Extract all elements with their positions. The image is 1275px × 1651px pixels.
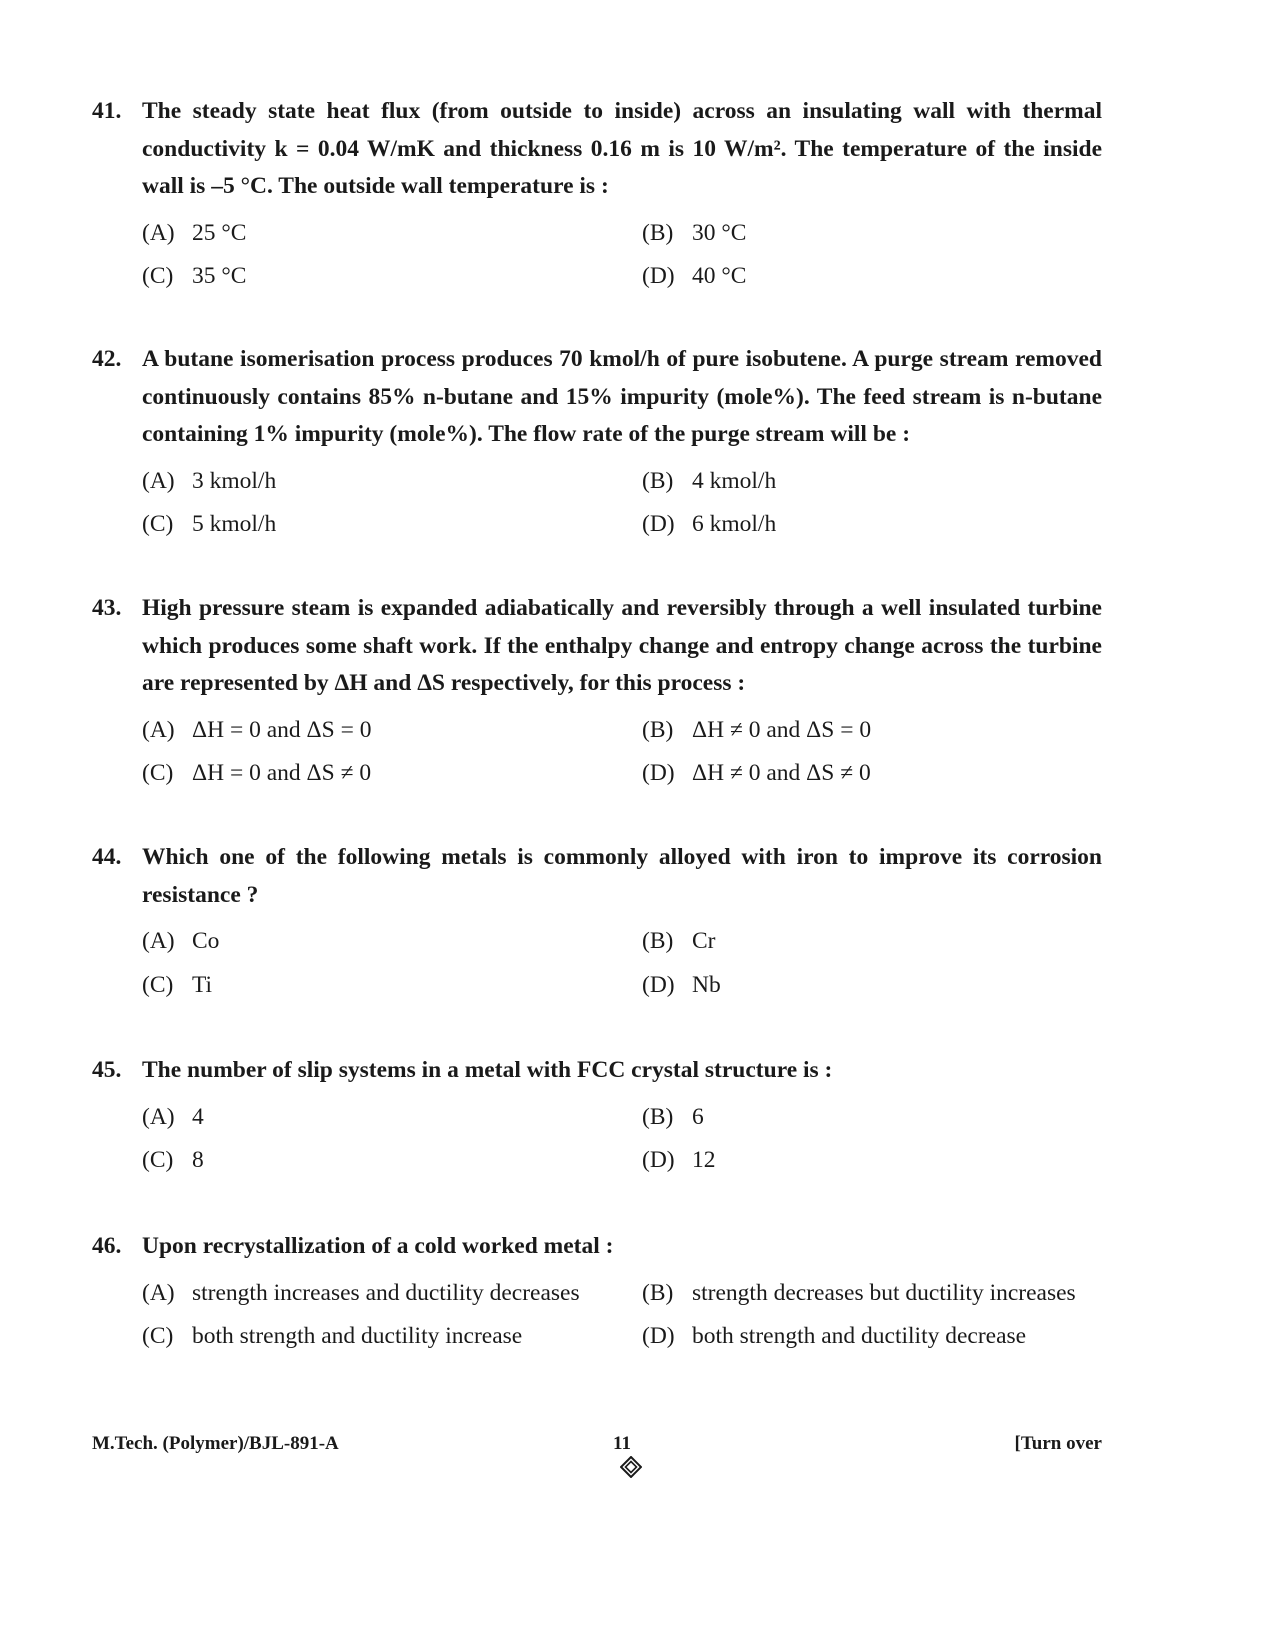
question-number: 41. <box>92 98 122 124</box>
option-letter: (C) <box>142 1147 174 1173</box>
option-a <box>142 1096 642 1140</box>
question-number: 44. <box>92 844 122 870</box>
option-text: Ti <box>192 971 213 998</box>
question-text: High pressure steam is expanded adiabatically and reversibly through a well insulated turbine which produces some shaft work. If the enthalpy change and entropy change across the turbine are represented by ΔH and ΔS respectively, for this process : <box>142 595 1102 696</box>
option-text: Cr <box>692 928 716 954</box>
options-grid <box>92 1272 1102 1359</box>
question-number: 45. <box>92 1057 122 1083</box>
question-number: 42. <box>92 346 122 372</box>
option-letter: (A) <box>142 716 175 743</box>
options-grid <box>92 920 1102 1007</box>
options-grid <box>92 460 1102 547</box>
option-letter: (A) <box>142 467 175 494</box>
option-c <box>142 1315 642 1359</box>
option-text: 4 kmol/h <box>692 467 777 494</box>
option-text: 12 <box>692 1147 716 1173</box>
question-text: The steady state heat flux (from outside to inside) across an insulating wall with thermal conductivity k = 0.04 W/mK and thickness 0.16 m is 10 W/m². The temperature of the inside wall is –5 °C. The outside wall temperature is : <box>142 98 1102 199</box>
option-text: 6 kmol/h <box>692 511 777 537</box>
question-stem <box>92 1228 1102 1266</box>
turn-over-note: [Turn over <box>1014 1433 1102 1454</box>
option-letter: (D) <box>642 760 675 786</box>
option-c <box>142 752 642 796</box>
option-letter: (B) <box>642 1103 674 1130</box>
option-b <box>642 1272 1102 1316</box>
option-c <box>142 503 642 547</box>
option-b <box>642 460 1102 504</box>
option-text: 8 <box>192 1147 204 1173</box>
option-letter: (C) <box>142 971 174 998</box>
option-d <box>642 1139 1102 1183</box>
option-text: 3 kmol/h <box>192 467 277 494</box>
option-letter: (B) <box>642 716 674 743</box>
question-text: Which one of the following metals is commonly alloyed with iron to improve its corrosion resistance ? <box>142 844 1102 908</box>
option-text: ΔH ≠ 0 and ΔS = 0 <box>692 716 872 743</box>
option-text: Nb <box>692 971 721 998</box>
page-number: 11 <box>613 1433 631 1454</box>
option-letter: (C) <box>142 1323 174 1349</box>
option-text: 6 <box>692 1103 704 1130</box>
option-letter: (D) <box>642 971 675 998</box>
paper-code: M.Tech. (Polymer)/BJL-891-A <box>92 1433 339 1454</box>
option-d <box>642 1315 1102 1359</box>
question-stem <box>92 341 1102 454</box>
option-letter: (D) <box>642 263 675 289</box>
option-d <box>642 255 1102 299</box>
option-d <box>642 964 1102 1008</box>
question-text: The number of slip systems in a metal with FCC crystal structure is : <box>142 1057 833 1083</box>
option-letter: (B) <box>642 467 674 494</box>
question-text: A butane isomerisation process produces 70 kmol/h of pure isobutene. A purge stream removed continuously contains 85% n-butane and 15% impurity (mole%). The feed stream is n-butane containing 1% impurity (mole%). The flow rate of the purge stream will be : <box>142 346 1102 447</box>
option-a <box>142 1272 642 1316</box>
option-text: 35 °C <box>192 263 247 289</box>
option-text: 40 °C <box>692 263 747 289</box>
option-a <box>142 920 642 964</box>
option-a <box>142 709 642 753</box>
question-text: Upon recrystallization of a cold worked metal : <box>142 1233 614 1259</box>
option-c <box>142 964 642 1008</box>
option-letter: (A) <box>142 928 175 954</box>
question-stem <box>92 1052 1102 1090</box>
option-text: 5 kmol/h <box>192 511 277 537</box>
question-stem <box>92 590 1102 703</box>
question-number: 46. <box>92 1233 122 1259</box>
question-stem <box>92 93 1102 206</box>
page-footer <box>92 1433 1102 1463</box>
option-text: strength decreases but ductility increases <box>692 1279 1076 1306</box>
option-c <box>142 1139 642 1183</box>
diamond-icon <box>620 1456 642 1478</box>
option-letter: (B) <box>642 219 674 246</box>
option-text: ΔH = 0 and ΔS ≠ 0 <box>192 760 372 786</box>
option-text: 30 °C <box>692 219 747 246</box>
option-letter: (A) <box>142 1279 175 1306</box>
question-42 <box>92 341 1102 547</box>
option-letter: (D) <box>642 1147 675 1173</box>
option-letter: (B) <box>642 928 674 954</box>
question-45 <box>92 1052 1102 1183</box>
options-grid <box>92 212 1102 299</box>
option-letter: (B) <box>642 1279 674 1306</box>
option-letter: (C) <box>142 760 174 786</box>
option-text: 25 °C <box>192 219 247 246</box>
option-b <box>642 920 1102 964</box>
option-letter: (A) <box>142 1103 175 1130</box>
option-letter: (C) <box>142 263 174 289</box>
option-d <box>642 503 1102 547</box>
question-46 <box>92 1228 1102 1359</box>
options-grid <box>92 709 1102 796</box>
option-letter: (A) <box>142 219 175 246</box>
option-text: Co <box>192 928 220 954</box>
question-44 <box>92 839 1102 1007</box>
question-stem <box>92 839 1102 914</box>
option-letter: (D) <box>642 511 675 537</box>
option-text: strength increases and ductility decreases <box>192 1279 580 1306</box>
option-text: both strength and ductility increase <box>192 1323 523 1349</box>
option-letter: (D) <box>642 1323 675 1349</box>
option-b <box>642 709 1102 753</box>
option-text: 4 <box>192 1103 204 1130</box>
option-text: both strength and ductility decrease <box>692 1323 1027 1349</box>
question-41 <box>92 93 1102 299</box>
option-letter: (C) <box>142 511 174 537</box>
option-text: ΔH ≠ 0 and ΔS ≠ 0 <box>692 760 871 786</box>
option-c <box>142 255 642 299</box>
question-number: 43. <box>92 595 122 621</box>
option-a <box>142 212 642 256</box>
option-b <box>642 212 1102 256</box>
options-grid <box>92 1096 1102 1183</box>
option-text: ΔH = 0 and ΔS = 0 <box>192 716 372 743</box>
option-d <box>642 752 1102 796</box>
option-a <box>142 460 642 504</box>
question-43 <box>92 590 1102 796</box>
option-b <box>642 1096 1102 1140</box>
